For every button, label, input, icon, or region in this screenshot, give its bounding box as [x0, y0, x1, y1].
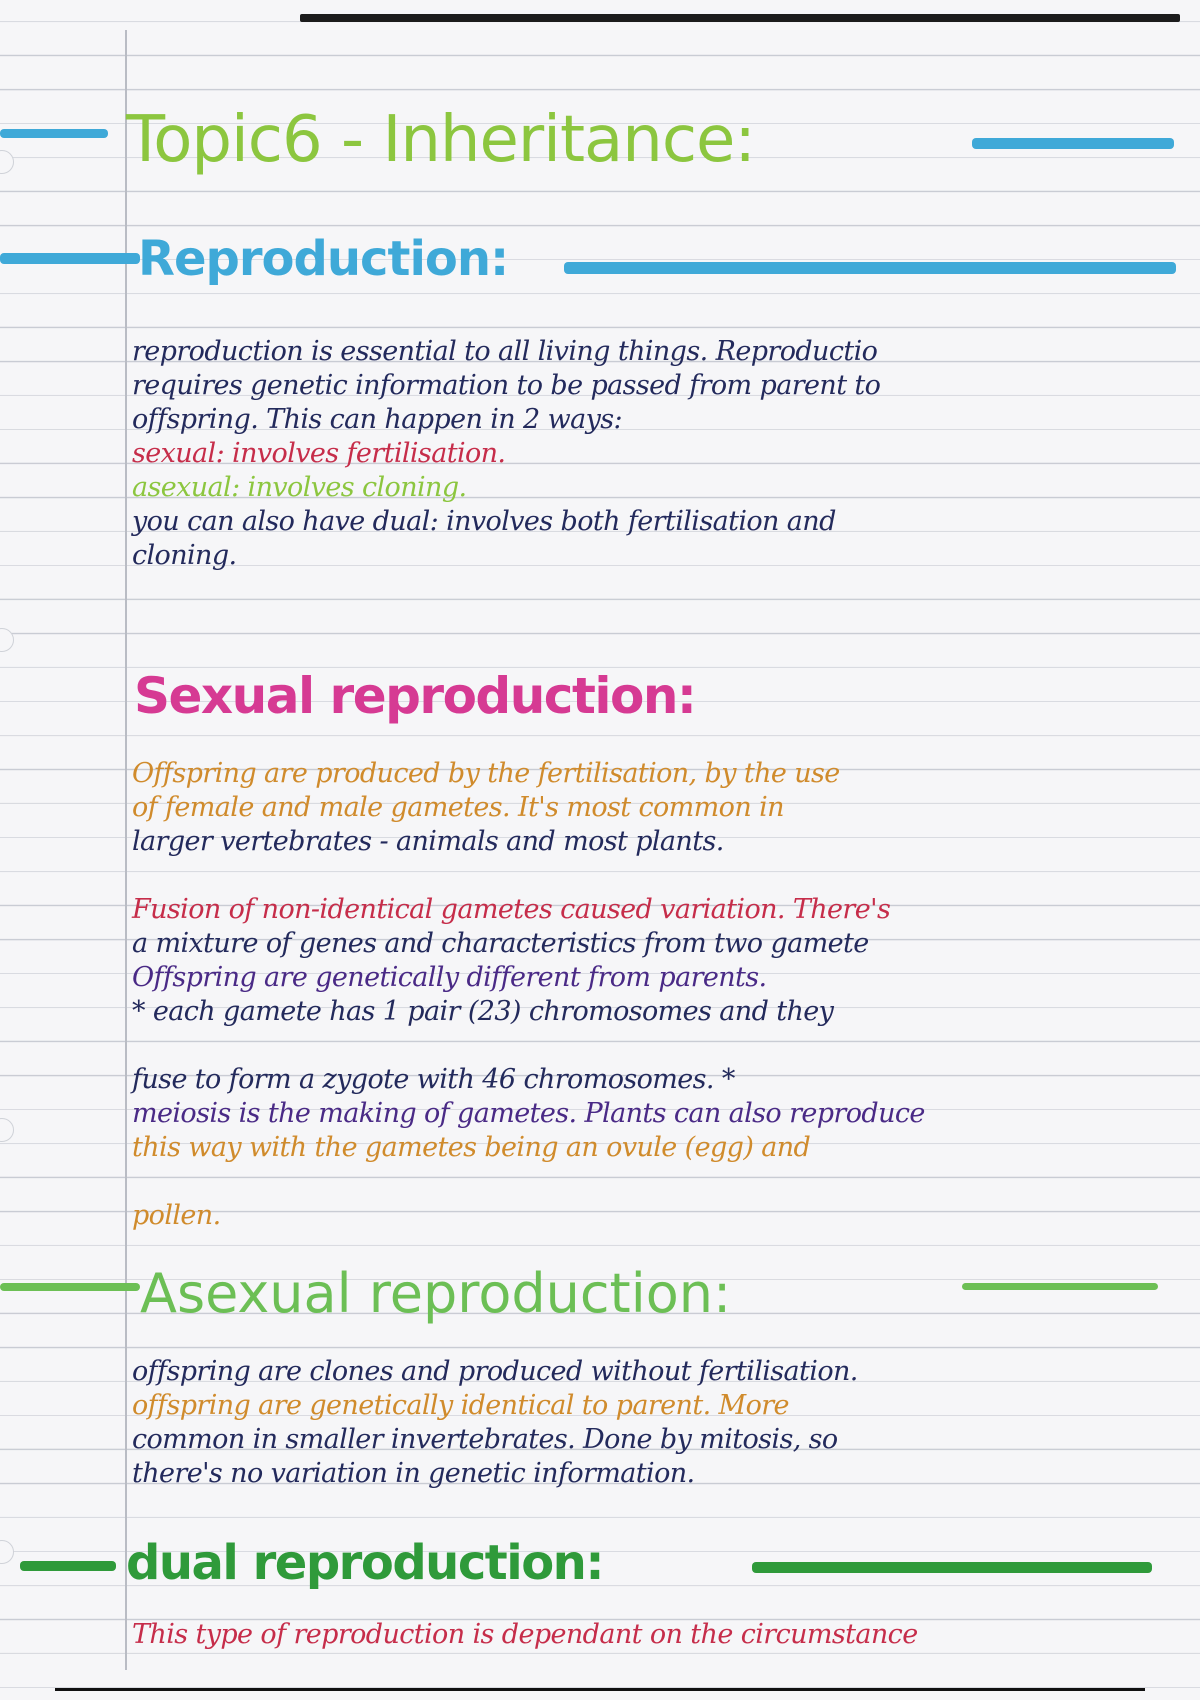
- dual-rule-left: [20, 1561, 116, 1571]
- title-rule-left: [0, 129, 108, 138]
- title-rule-right: [972, 138, 1174, 149]
- asexual-line-3: common in smaller invertebrates. Done by mitosis, so: [132, 1424, 838, 1455]
- reproduction-line-4: sexual: involves fertilisation.: [132, 438, 506, 469]
- asexual-line-4: there's no variation in genetic information.: [132, 1458, 695, 1489]
- punch-hole: [0, 1118, 14, 1142]
- asexual-reproduction-heading: Asexual reproduction:: [140, 1262, 732, 1325]
- sexual-line-1: Offspring are produced by the fertilisation, by the use: [132, 758, 840, 789]
- sexual-line-9: meiosis is the making of gametes. Plants can also reproduce: [132, 1098, 925, 1129]
- dual-reproduction-heading: dual reproduction:: [126, 1535, 604, 1591]
- page-top-edge: [300, 14, 1180, 22]
- reproduction-line-7: cloning.: [132, 540, 237, 571]
- page-bottom-edge: [55, 1688, 1145, 1691]
- reproduction-heading: Reproduction:: [138, 231, 509, 287]
- reproduction-line-5: asexual: involves cloning.: [132, 472, 467, 503]
- sexual-line-5: a mixture of genes and characteristics from two gamete: [132, 928, 869, 959]
- punch-hole: [0, 150, 14, 174]
- asexual-rule-right: [962, 1283, 1158, 1290]
- sexual-line-3: larger vertebrates - animals and most plants.: [132, 826, 724, 857]
- asexual-line-1: offspring are clones and produced without fertilisation.: [132, 1356, 858, 1387]
- sexual-line-6: Offspring are genetically different from parents.: [132, 962, 767, 993]
- margin-line: [125, 30, 127, 1670]
- asexual-rule-left: [0, 1283, 140, 1291]
- sexual-line-7: * each gamete has 1 pair (23) chromosomes and they: [132, 996, 834, 1027]
- punch-hole: [0, 1540, 14, 1564]
- reproduction-line-3: offspring. This can happen in 2 ways:: [132, 404, 623, 435]
- asexual-line-2: offspring are genetically identical to parent. More: [132, 1390, 789, 1421]
- dual-line-1: This type of reproduction is dependant on the circumstance: [132, 1619, 918, 1650]
- dual-rule-right: [752, 1562, 1152, 1573]
- sexual-line-8: fuse to form a zygote with 46 chromosomes. *: [132, 1064, 735, 1095]
- sexual-line-2: of female and male gametes. It's most common in: [132, 792, 784, 823]
- reproduction-line-2: requires genetic information to be passed from parent to: [132, 370, 881, 401]
- reproduction-line-6: you can also have dual: involves both fertilisation and: [132, 506, 836, 537]
- sexual-line-10: this way with the gametes being an ovule (egg) and: [132, 1132, 811, 1163]
- sexual-line-4: Fusion of non-identical gametes caused variation. There's: [132, 894, 891, 925]
- page-title: Topic6 - Inheritance:: [126, 103, 755, 177]
- sexual-reproduction-heading: Sexual reproduction:: [134, 667, 696, 725]
- sexual-line-11: pollen.: [132, 1200, 221, 1231]
- reproduction-rule-left: [0, 253, 140, 264]
- reproduction-rule-right: [564, 262, 1176, 274]
- punch-hole: [0, 628, 14, 652]
- reproduction-line-1: reproduction is essential to all living things. Reproductio: [132, 336, 878, 367]
